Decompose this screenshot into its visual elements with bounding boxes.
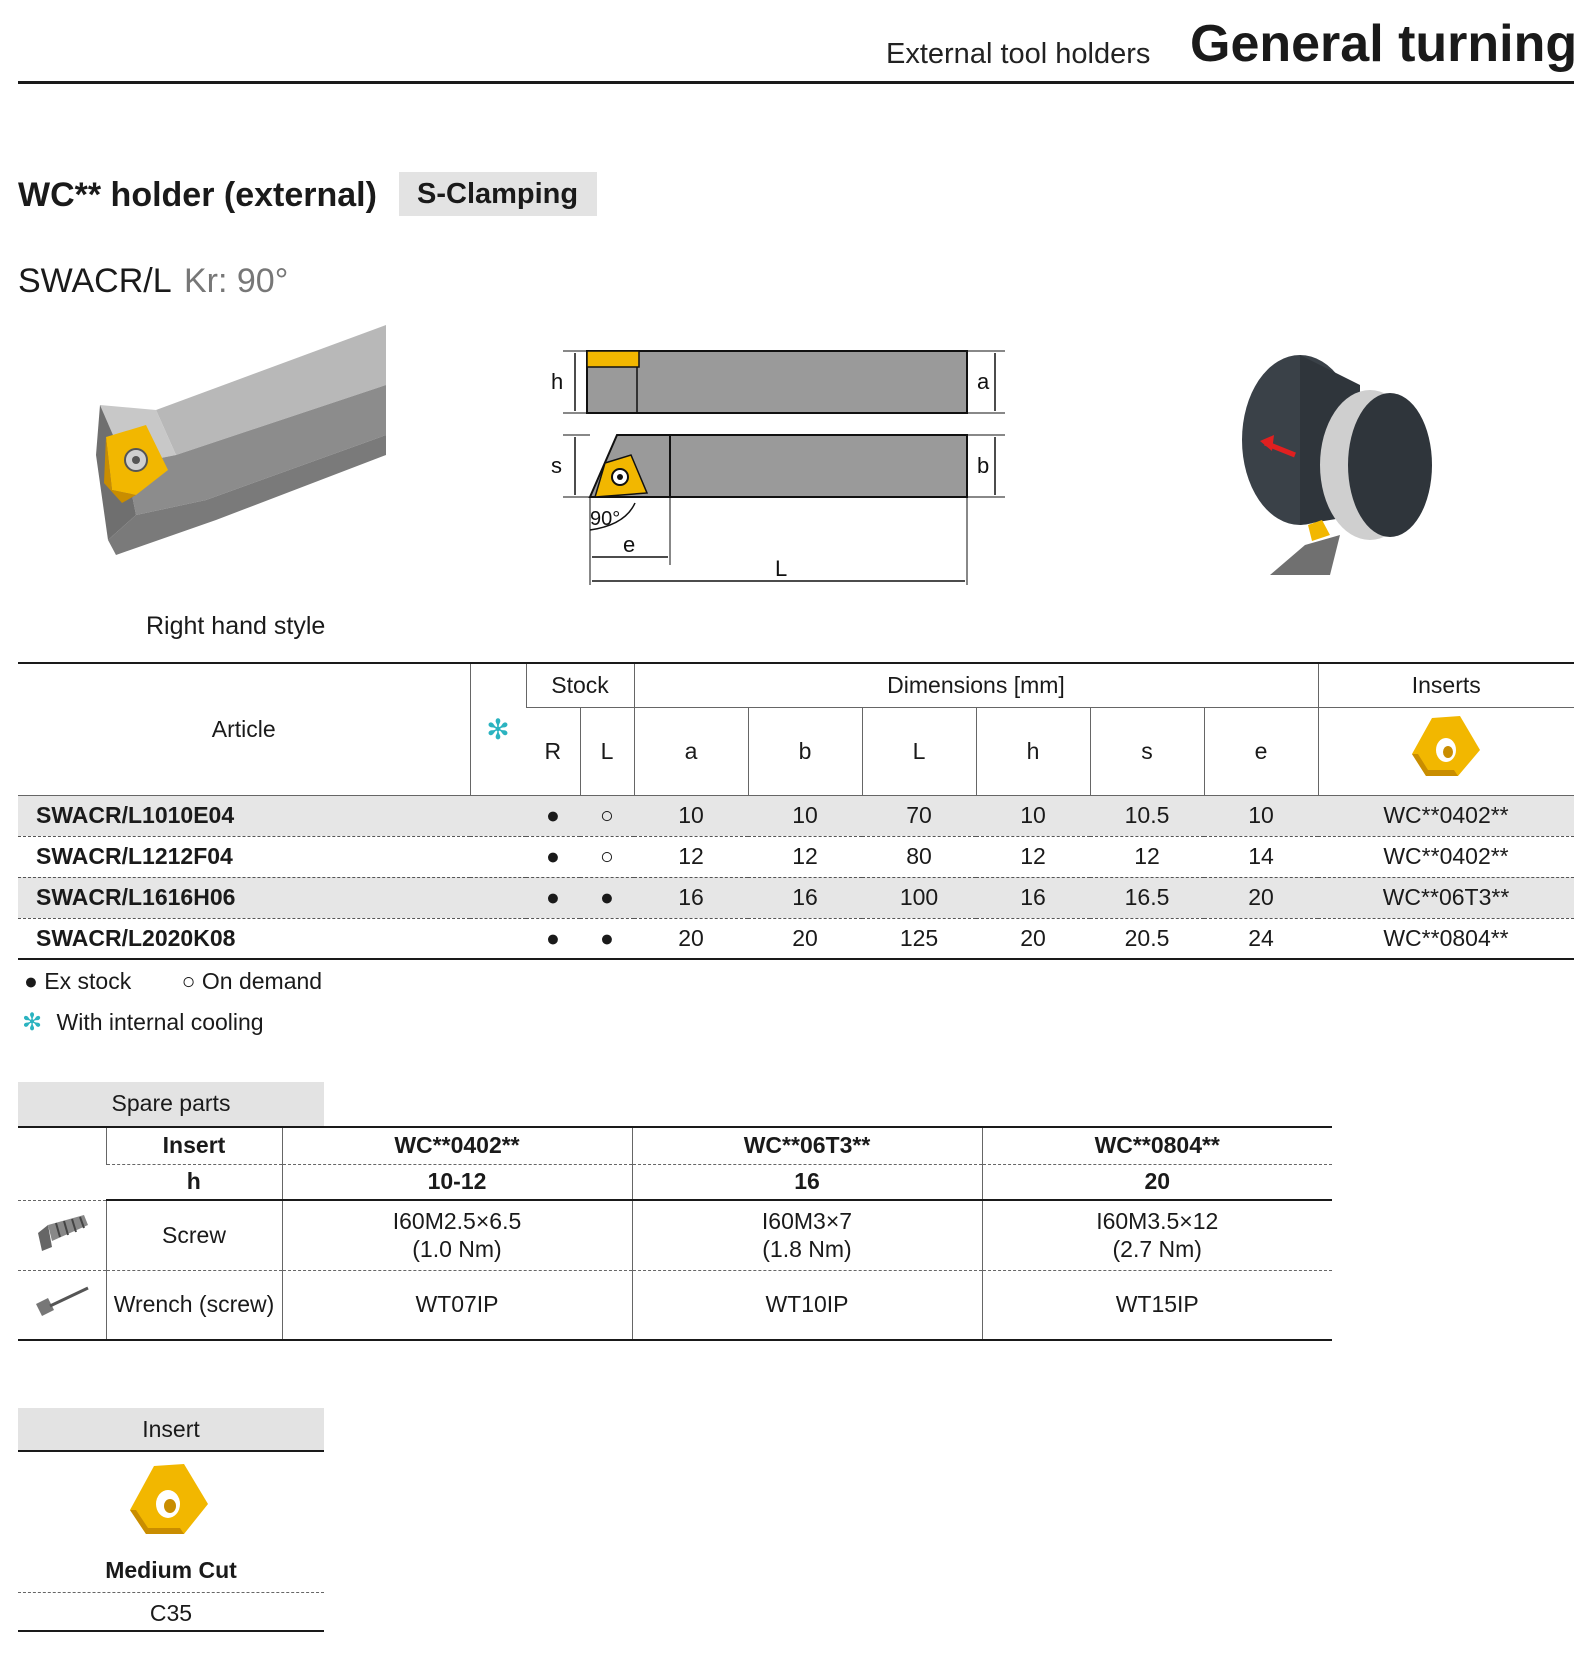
dim-L: 100 [862, 877, 976, 918]
dim-label-L: L [775, 556, 788, 581]
article-code: SWACR/L1616H06 [18, 877, 470, 918]
dim-b: 16 [748, 877, 862, 918]
dim-a: 20 [634, 918, 748, 959]
col-header-stock-r: R [544, 737, 562, 764]
spare-parts-table [18, 1126, 1332, 1341]
stock-legend [24, 968, 322, 995]
dim-s: 20.5 [1090, 918, 1204, 959]
sp-screw-2 [632, 1200, 982, 1270]
dim-h: 16 [976, 877, 1090, 918]
insert-image [128, 1462, 210, 1542]
article-code: SWACR/L1212F04 [18, 836, 470, 877]
col-header-a: a [634, 707, 748, 795]
sp-h-2: 16 [632, 1164, 982, 1200]
dimension-drawing [545, 345, 1025, 595]
screw-code: I60M3.5×12 [1096, 1208, 1219, 1235]
dim-h: 20 [976, 918, 1090, 959]
stock-r: ● [526, 836, 580, 877]
sp-insert-2: WC**06T3** [632, 1127, 982, 1164]
col-header-dimensions: Dimensions [mm] [634, 663, 1318, 707]
insert-code: WC**0402** [1318, 795, 1574, 836]
dim-s: 10.5 [1090, 795, 1204, 836]
dim-b: 12 [748, 836, 862, 877]
article-code: SWACR/L1010E04 [18, 795, 470, 836]
dim-L: 80 [862, 836, 976, 877]
sp-wrench-label: Wrench (screw) [106, 1270, 282, 1340]
stock-r: ● [526, 795, 580, 836]
dim-a: 16 [634, 877, 748, 918]
screw-code: I60M2.5×6.5 [392, 1208, 522, 1235]
screw-icon-cell [18, 1200, 106, 1270]
screw-code: I60M3×7 [761, 1208, 853, 1235]
dim-label-h: h [551, 369, 564, 394]
header-divider [18, 81, 1574, 84]
insert-code: WC**06T3** [1318, 877, 1574, 918]
dim-L: 70 [862, 795, 976, 836]
insert-code: WC**0402** [1318, 836, 1574, 877]
stock-l: ○ [580, 795, 634, 836]
screw-torque: (2.7 Nm) [1112, 1236, 1202, 1263]
stock-l: ● [580, 918, 634, 959]
article-table [18, 662, 1574, 960]
col-header-cooling [470, 663, 526, 795]
stock-l: ○ [580, 836, 634, 877]
screw-icon [34, 1211, 90, 1253]
col-header-insert-icon [1318, 707, 1574, 795]
page-title: General turning [1190, 15, 1578, 73]
clamping-badge: S-Clamping [399, 172, 597, 216]
legend-cooling: With internal cooling [56, 1009, 264, 1035]
legend-on-demand: ○ On demand [181, 968, 323, 994]
col-header-stock-l: L [580, 707, 634, 795]
screw-torque: (1.0 Nm) [412, 1236, 502, 1263]
col-header-L: L [862, 707, 976, 795]
dim-h: 12 [976, 836, 1090, 877]
table-row [18, 877, 1574, 918]
table-row [18, 836, 1574, 877]
cooling-legend [22, 1008, 264, 1037]
dim-label-a: a [977, 369, 990, 394]
dim-e: 10 [1204, 795, 1318, 836]
wrench-icon [34, 1284, 90, 1320]
stock-l: ● [580, 877, 634, 918]
sp-insert-label: Insert [106, 1127, 282, 1164]
dim-label-angle: 90° [590, 508, 621, 530]
dim-a: 10 [634, 795, 748, 836]
model-name: SWACR/L [18, 262, 172, 300]
spare-parts-title: Spare parts [18, 1082, 324, 1126]
legend-ex-stock: ● Ex stock [24, 968, 132, 994]
dim-e: 20 [1204, 877, 1318, 918]
dim-b: 10 [748, 795, 862, 836]
sp-wrench-2: WT10IP [632, 1270, 982, 1340]
insert-code: WC**0804** [1318, 918, 1574, 959]
sp-blank-cell [18, 1127, 106, 1200]
workpiece-image [1240, 355, 1440, 575]
screw-torque: (1.8 Nm) [762, 1236, 852, 1263]
dim-b: 20 [748, 918, 862, 959]
table-row [18, 918, 1574, 959]
sp-wrench-3: WT15IP [982, 1270, 1332, 1340]
col-header-s: s [1090, 707, 1204, 795]
sp-insert-1: WC**0402** [282, 1127, 632, 1164]
col-header-e: e [1204, 707, 1318, 795]
dim-h: 10 [976, 795, 1090, 836]
col-header-b: b [748, 707, 862, 795]
image-caption: Right hand style [146, 612, 326, 640]
table-row [18, 795, 1574, 836]
dim-a: 12 [634, 836, 748, 877]
wrench-icon-cell [18, 1270, 106, 1340]
dim-label-s: s [551, 453, 562, 478]
col-header-article: Article [18, 663, 470, 795]
cooling-icon: ✻ [486, 713, 510, 745]
sp-h-label: h [106, 1164, 282, 1200]
model-kr-angle: Kr: 90° [184, 262, 289, 300]
sp-screw-1 [282, 1200, 632, 1270]
dim-s: 12 [1090, 836, 1204, 877]
insert-divider [18, 1592, 324, 1593]
holder-title: WC** holder (external) [18, 176, 377, 214]
sp-wrench-1: WT07IP [282, 1270, 632, 1340]
dim-e: 24 [1204, 918, 1318, 959]
insert-box-title: Insert [18, 1408, 324, 1452]
cooling-cell [470, 918, 526, 959]
insert-cut-type: Medium Cut [105, 1557, 237, 1583]
cooling-cell [470, 877, 526, 918]
dim-L: 125 [862, 918, 976, 959]
dim-s: 16.5 [1090, 877, 1204, 918]
sp-h-3: 20 [982, 1164, 1332, 1200]
sp-insert-3: WC**0804** [982, 1127, 1332, 1164]
header-subtitle: External tool holders [886, 38, 1151, 70]
insert-icon [1410, 714, 1482, 782]
col-header-inserts: Inserts [1318, 663, 1574, 707]
article-code: SWACR/L2020K08 [18, 918, 470, 959]
sp-h-1: 10-12 [282, 1164, 632, 1200]
sp-screw-label: Screw [106, 1200, 282, 1270]
stock-r: ● [526, 918, 580, 959]
col-header-stock: Stock [526, 663, 634, 707]
insert-bottom-rule [18, 1630, 324, 1632]
dim-e: 14 [1204, 836, 1318, 877]
insert-grade: C35 [149, 1600, 193, 1626]
stock-r: ● [526, 877, 580, 918]
col-header-h: h [976, 707, 1090, 795]
cooling-cell [470, 836, 526, 877]
tool-holder-image [96, 325, 392, 555]
dim-label-e: e [623, 532, 636, 557]
cooling-legend-icon: ✻ [22, 1009, 43, 1036]
cooling-cell [470, 795, 526, 836]
sp-screw-3 [982, 1200, 1332, 1270]
dim-label-b: b [977, 453, 990, 478]
